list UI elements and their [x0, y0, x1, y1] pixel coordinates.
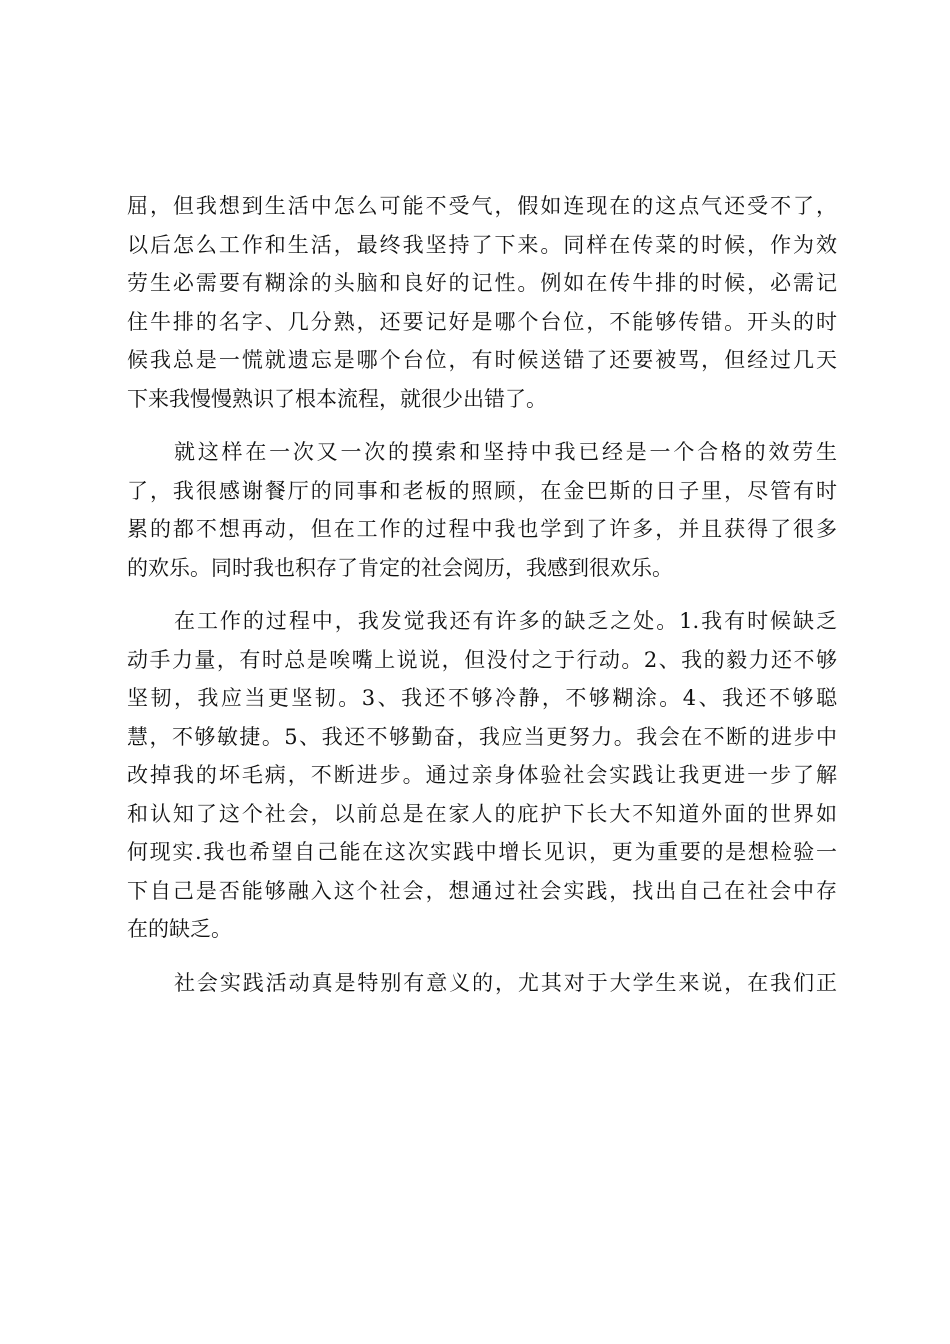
text-line: 何现实.我也希望自己能在这次实践中增长见识，更为重要的是想检验一: [127, 840, 837, 864]
text-line: 和认知了这个社会，以前总是在家人的庇护下长大不知道外面的世界如: [127, 801, 837, 826]
paragraph: [127, 602, 837, 949]
text-line: 累的都不想再动，但在工作的过程中我也学到了许多，并且获得了很多: [127, 517, 837, 541]
text-line: 候我总是一慌就遗忘是哪个台位，有时候送错了还要被骂，但经过几天: [127, 348, 837, 372]
text-line: 了，我很感谢餐厅的同事和老板的照顾，在金巴斯的日子里，尽管有时: [127, 478, 837, 503]
text-line: 社会实践活动真是特别有意义的，尤其对于大学生来说，在我们正: [174, 970, 837, 995]
text-line: 住牛排的名字、几分熟，还要记好是哪个台位，不能够传错。开头的时: [127, 309, 837, 334]
text-line: 在的缺乏。: [127, 917, 232, 941]
document-body: [127, 187, 837, 1002]
text-line: 屈，但我想到生活中怎么可能不受气，假如连现在的这点气还受不了，: [127, 194, 837, 218]
text-line: 慧，不够敏捷。5、我还不够勤奋，我应当更努力。我会在不断的进步中: [127, 724, 837, 749]
text-line: 以后怎么工作和生活，最终我坚持了下来。同样在传菜的时候，作为效: [127, 232, 837, 257]
paragraph: [127, 433, 837, 587]
text-line: 的欢乐。同时我也积存了肯定的社会阅历，我感到很欢乐。: [127, 555, 673, 580]
text-line: 下来我慢慢熟识了根本流程，就很少出错了。: [127, 386, 547, 411]
text-line: 就这样在一次又一次的摸索和坚持中我已经是一个合格的效劳生: [174, 440, 837, 464]
paragraph: [127, 964, 837, 1003]
text-line: 劳生必需要有糊涂的头脑和良好的记性。例如在传牛排的时候，必需记: [127, 271, 837, 295]
paragraph: [127, 187, 837, 418]
text-line: 动手力量，有时总是唉嘴上说说，但没付之于行动。2、我的毅力还不够: [127, 647, 837, 672]
text-line: 坚韧，我应当更坚韧。3、我还不够冷静，不够糊涂。4、我还不够聪: [127, 686, 837, 710]
text-line: 下自己是否能够融入这个社会，想通过社会实践，找出自己在社会中存: [127, 878, 837, 903]
text-line: 改掉我的坏毛病，不断进步。通过亲身体验社会实践让我更进一步了解: [127, 763, 837, 787]
text-line: 在工作的过程中，我发觉我还有许多的缺乏之处。1.我有时候缺乏: [174, 609, 837, 633]
